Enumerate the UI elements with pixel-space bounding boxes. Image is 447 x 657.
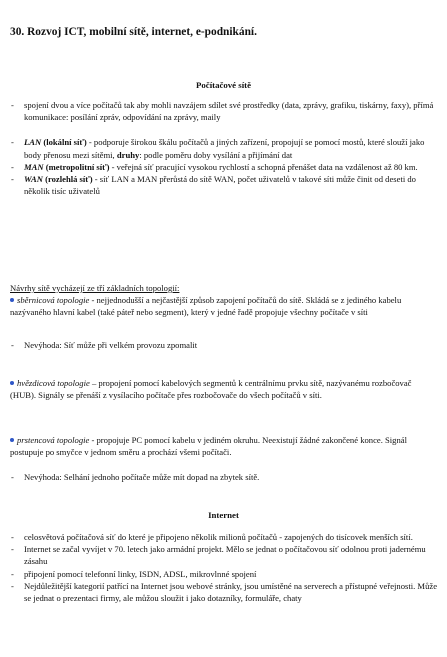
list-item: [0, 339, 447, 351]
list-item: [0, 531, 447, 543]
bullet-icon: [10, 298, 14, 302]
page-title: 30. Rozvoj ICT, mobilní sítě, internet, e-podnikání.: [10, 26, 257, 38]
list-item: [0, 580, 447, 604]
topology-ring: [10, 434, 438, 458]
list-item: [0, 99, 447, 123]
network-list: [0, 99, 447, 197]
topology-text: - propojuje PC pomocí kabelu v jediném okruhu. Neexistují žádné zakončené konce. Signál postupuje po smyčce v jednom směru a prochází všemi počítači.: [10, 435, 407, 458]
list-item: [0, 543, 447, 567]
term-druhy: druhy: [116, 149, 140, 160]
term-lan: LAN: [24, 137, 42, 148]
topology-star: [10, 377, 438, 401]
term-lan-desc: (lokální síť): [43, 137, 87, 148]
list-dash: -: [11, 568, 14, 579]
list-text: Nejdůležitější kategorií patřící na Internet jsou webové stránky, jsou umístěné na serverech a přístupné veřejnosti. Může se jednat o prezentaci firmy, ale můžou sloužit i jako dotazníky, formuláře, chaty: [24, 580, 438, 604]
list-text: - veřejná síť pracující vysokou rychlostí a schopná přenášet data na vzdálenost až 80 km.: [109, 161, 418, 172]
topologies-intro: Návrhy sítě vycházejí ze tří základních topologií:: [10, 283, 180, 293]
list-text: Nevýhoda: Selhání jednoho počítače může mít dopad na zbytek sítě.: [24, 472, 260, 482]
list-dash: -: [11, 137, 14, 148]
list-text: Internet se začal vyvíjet v 70. letech jako armádní projekt. Mělo se jednat o počítačovou síť odolnou proti jadernému zásahu: [24, 544, 426, 567]
bullet-icon: [10, 438, 14, 442]
section-heading-computer-networks: Počítačové sítě: [196, 80, 251, 90]
topology-ring-note: [0, 471, 447, 483]
term-man-desc: (metropolitní síť): [45, 161, 110, 172]
list-text: : podle poměru doby vysílání a přijímání dat: [139, 149, 293, 160]
term-man: MAN: [24, 161, 44, 172]
list-dash: -: [11, 340, 14, 350]
list-item: [0, 136, 447, 160]
topology-bus: [10, 294, 438, 318]
topology-text: – propojení pomocí kabelových segmentů k centrálnímu prvku sítě, nazývanému rozbočovač (HUB). Signály se přenáší z vysílacího počítače přes rozbočovače do všech počítačů v síti.: [10, 378, 412, 401]
term-wan-desc: (rozlehlá síť): [45, 174, 93, 185]
list-item: [0, 173, 447, 197]
list-dash: -: [11, 161, 14, 172]
list-dash: -: [11, 544, 14, 555]
list-dash: -: [11, 532, 14, 542]
topology-name: prstencová topologie: [17, 435, 90, 445]
list-text: - podporuje širokou škálu počítačů a jiných zařízení, propojují se pomocí mostů, které slouží jako body přenosu mezi sítěmi,: [24, 137, 425, 160]
topology-text: - nejjednodušší a nejčastější způsob zapojení počítačů do sítě. Skládá se z jediného kabelu nazývaného hlavní kabel (také páteř nebo segment), který v jedné řadě propojuje všechny počítače v síti: [10, 295, 402, 318]
term-wan: WAN: [24, 174, 43, 185]
list-item: [0, 471, 447, 483]
list-item: [0, 161, 447, 173]
list-dash: -: [11, 580, 14, 591]
list-dash: -: [11, 100, 14, 110]
list-item: [0, 568, 447, 580]
bullet-icon: [10, 381, 14, 385]
list-dash: -: [11, 174, 14, 185]
list-text: celosvětová počítačová síť do které je připojeno několik milionů počítačů - zapojených do tisícovek menších sítí.: [24, 532, 413, 542]
topology-name: sběrnicová topologie: [17, 295, 90, 305]
list-text: připojení pomocí telefonní linky, ISDN, ADSL, mikrovlnné spojení: [24, 568, 257, 579]
list-text: - síť LAN a MAN přerůstá do sítě WAN, počet uživatelů v takové síti může činit od deseti do několik tisíc uživatelů: [24, 174, 416, 197]
list-text: Nevýhoda: Síť může při velkém provozu zpomalit: [24, 340, 198, 350]
internet-list: [0, 531, 447, 604]
section-heading-internet: Internet: [208, 510, 239, 520]
list-dash: -: [11, 472, 14, 482]
topology-bus-note: [0, 339, 447, 351]
list-text: spojení dvou a více počítačů tak aby mohli navzájem sdílet své prostředky (data, zprávy, grafiku, tiskárny, faxy), přímá komunikace: posílání zpráv, odpovídání na zprávy, maily: [24, 100, 434, 123]
topology-name: hvězdicová topologie: [17, 378, 90, 388]
